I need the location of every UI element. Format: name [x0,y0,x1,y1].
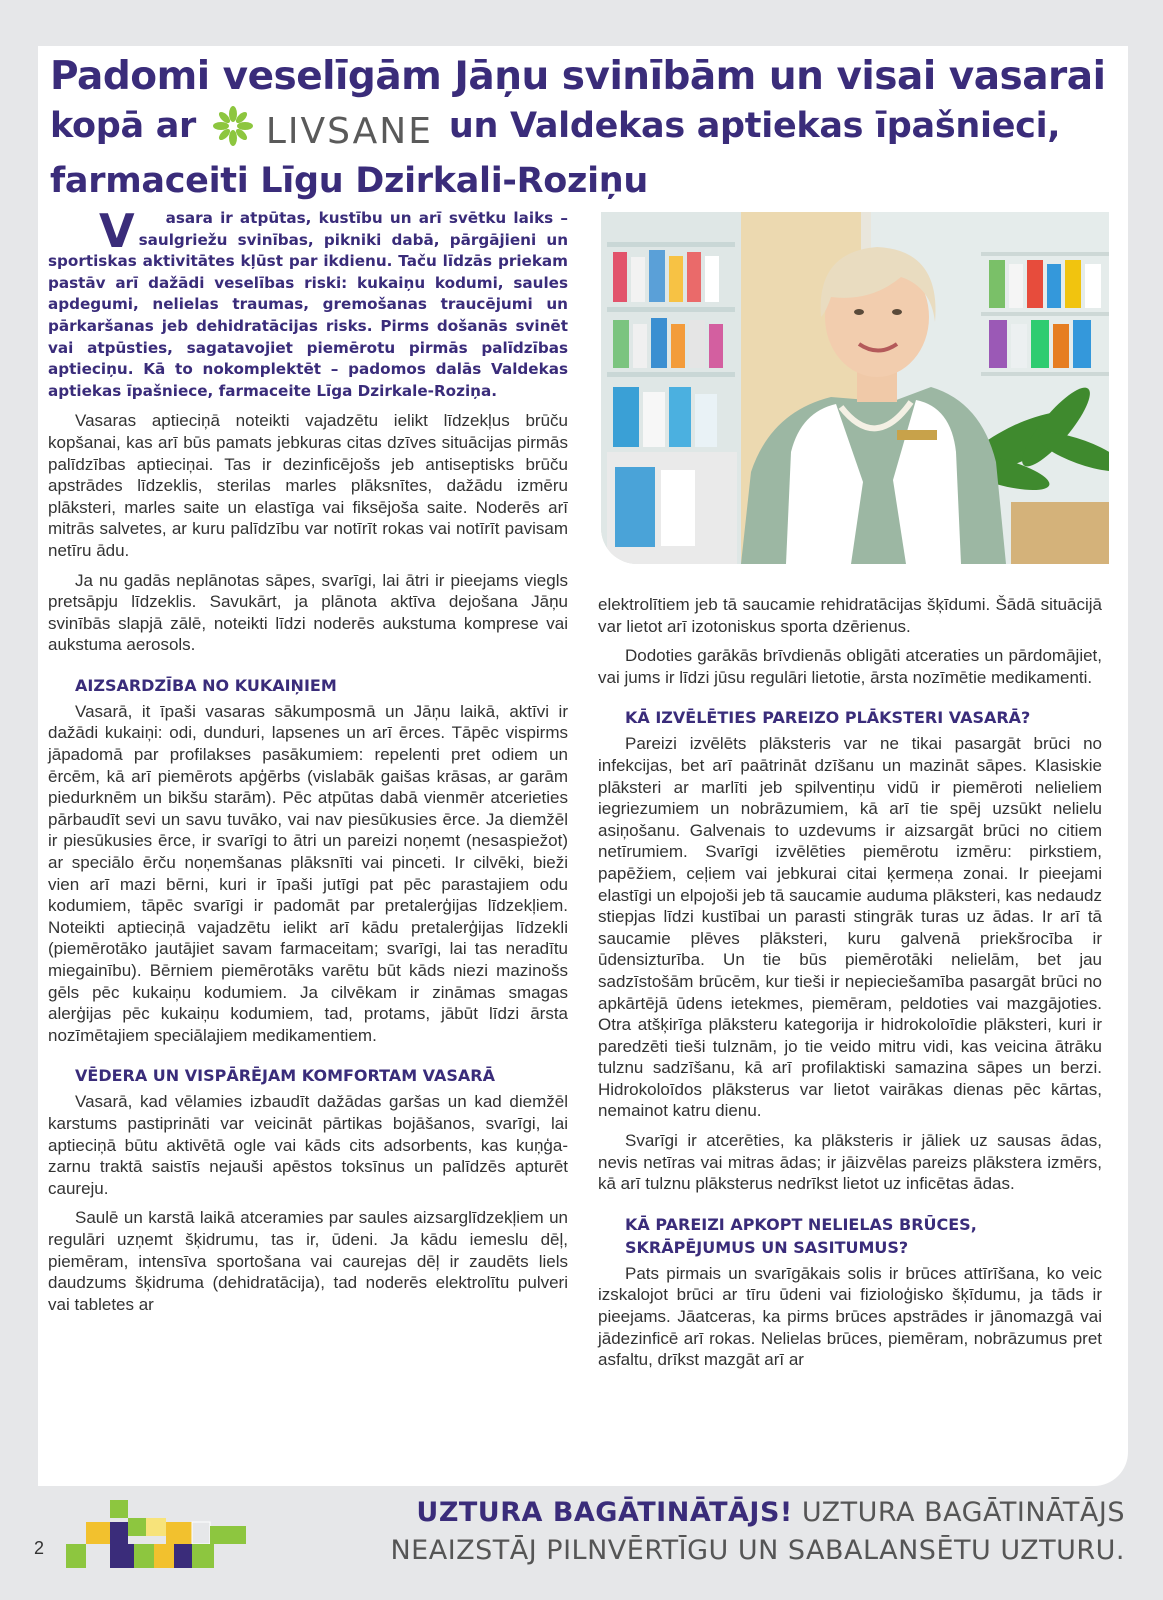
livsane-flower-icon [212,105,254,147]
drop-cap: V [99,204,135,258]
disclaimer-line-2: NEAIZSTĀJ PILNVĒRTĪGU UN SABALANSĒTU UZTURU. [390,1535,1125,1566]
pharmacist-photo-illustration [601,212,1109,564]
lead-paragraph [48,204,568,402]
section-heading: VĒDERA UN VISPĀRĒJAM KOMFORTAM VASARĀ [75,1066,495,1086]
page-number: 2 [34,1538,45,1558]
paragraph: Ja nu gadās neplānotas sāpes, svarīgi, lai ātri ir pieejams viegls pretsāpju līdzeklis. Savukārt, ja plānota aktīva dejošana Jāņu svinībās slapjā zālē, noteikti līdzi noderēs aukstuma komprese vai aukstuma aerosols. [48,570,568,655]
article-title [50,52,1120,206]
paragraph: Saulē un karstā laikā atceramies par saules aizsarglīdzekļiem un regulāri uzņemt šķidrumu, tas ir, ūdeni. Ja kādu iemeslu dēļ, piemēram, intensīva sportošana vai caurejas dēļ ir zaudēts liels daudzums šķidruma (dehidratācija), tad noderēs elektrolītu pulveri vai tabletes ar [48,1208,568,1314]
paragraph: Pats pirmais un svarīgākais solis ir brūces attīrīšana, ko veic izskalojot brūci ar tīru ūdeni vai fizioloģisko šķīdumu, ja tāds ir pieejams. Jāatceras, ka pirms brūces apstrādes ir jānomazgā vai jādezinficē arī rokas. Nelielas brūces, piemēram, nobrāzumus pret asfaltu, drīkst mazgāt arī ar [598,1263,1102,1370]
disclaimer-rest: UZTURA BAGĀTINĀTĀJS [792,1497,1125,1528]
title-line-1: Padomi veselīgām Jāņu svinībām un visai vasarai [50,54,1106,99]
section-heading: KĀ IZVĒLĒTIES PAREIZO PLĀKSTERI VASARĀ? [625,708,1031,728]
paragraph: Vasaras aptieciņā noteikti vajadzētu ielikt līdzekļus brūču kopšanai, kas arī būs pamats jebkuras citas dzīves situācijas pirmās palīdzības aptieciņai. Tas ir dezinficējošs jeb antiseptisks brūču apstrādes līdzeklis, sterilas marles plāksnītes, dažādu izmēru plāksteri, marles saite un elastīga vai fiksējoša saite. Noderēs arī mitrās salvetes, ar kuru palīdzību var notīrīt rokas vai notīrīt pavisam netīru ādu. [48,411,568,560]
left-column [48,204,568,1323]
lead-text: asara ir atpūtas, kustību un arī svētku laiks – saulgriežu svinības, pikniki dabā, pārgājieni un sportiskas aktivitātes kļūst par ikdienu. Taču līdzās priekam pastāv arī dažādi veselības riski: kukaiņu kodumi, saules apdegumi, nelielas traumas, gremošanas traucējumi un pārkaršanas jeb dehidratācijas risks. Pirms došanās svinēt vai atpūsties, sagatavojiet piemērotu pirmās palīdzības aptieciņu. Kā to nokomplektēt – padomos dalās Valdekas aptiekas īpašniece, farmaceite Līga Dzirkale-Roziņa. [48,209,568,400]
paragraph: Vasarā, kad vēlamies izbaudīt dažādas garšas un kad diemžēl karstums pastiprināti var veicināt pārtikas bojāšanos, svarīgi, lai aptieciņā būtu aktivētā ogle vai kāds cits adsorbents, kas kuņģa-zarnu traktā saistīs nejauši apēstos toksīnus un palīdzēs apturēt caureju. [48,1092,568,1198]
paragraph-continued: elektrolītiem jeb tā saucamie rehidratācijas šķīdumi. Šādā situācijā var lietot arī izotoniskus sporta dzērienus. [598,595,1102,636]
supplement-disclaimer [390,1494,1125,1570]
paragraph: Dodoties garākās brīvdienās obligāti atceraties un pārdomājiet, vai jums ir līdzi jūsu regulāri lietotie, ārsta nozīmētie medikamenti. [598,646,1102,687]
title-line-3: farmaceiti Līgu Dzirkali-Roziņu [50,161,649,201]
paragraph: Svarīgi ir atcerēties, ka plāksteris ir jāliek uz sausas ādas, nevis netīras vai mitras ādas; ir jāizvēlas pareizs plākstera izmērs, kā arī tulznu plāksterus nedrīkst lietot uz inficētas ādas. [598,1131,1102,1194]
footer-pixel-logo [66,1500,256,1573]
title-line-2 [50,102,1120,157]
title-suffix: un Valdekas aptiekas īpašnieci, [448,106,1061,146]
disclaimer-line-1 [390,1494,1125,1532]
pharmacist-photo [601,212,1109,564]
paragraph: Pareizi izvēlēts plāksteris var ne tikai pasargāt brūci no infekcijas, bet arī paātrināt dzīšanu un mazināt sāpes. Klasiskie plāksteri ar marlīti jeb spilventiņu vidū ir piemēroti nelieliem iegriezumiem un nobrāzumiem, kā arī tie spēj uzsūkt nelielu asiņošanu. Galvenais to uzdevums ir aizsargāt brūci no citiem netīrumiem. Svarīgi izvēlēties piemērotu izmēru: pirkstiem, papēžiem, ceļiem vai jebkurai citai ķermeņa zonai. Ir pieejami elastīgi un elpojoši jeb tā saucamie auduma plāksteri, kas nedaudz stiepjas līdzi kustībai un parasti stingrāk turas uz ādas. Ir arī tā saucamie plēves plāksteri, kuru galvenā priekšrocība ir ūdensizturība. Un tie būs piemērotāki nelielām, bet jau sadzīstošām brūcēm, kur tieši ir nepieciešamība pasargāt brūci no apkārtējā ūdens ietekmes, piemēram, peldoties vai mazgājoties. Otra atšķirīga plāksteru kategorija ir hidrokoloīdie plāksteri, kuri ir paredzēti tieši tulznām, jo tie veido mitru vidi, kas veicina ātrāku tulznu sadzīšanu, kā arī profilaktiski samazina sāpes un berzi. Hidrokoloīdos plāksterus var lietot vairākas dienas pēc kārtas, nemainot katru dienu. [598,734,1102,1121]
section-heading: AIZSARDZĪBA NO KUKAIŅIEM [75,675,337,695]
page [38,46,1128,1486]
brand-name: LIVSANE [265,111,433,152]
disclaimer-bold: UZTURA BAGĀTINĀTĀJS! [416,1497,793,1528]
section-heading: KĀ PAREIZI APKOPT NELIELAS BRŪCES, SKRĀPĒJUMUS UN SASITUMUS? [625,1214,977,1257]
livsane-logo [212,105,433,157]
paragraph: Vasarā, it īpaši vasaras sākumposmā un Jāņu laikā, aktīvi ir dažādi kukaiņi: odi, dunduri, lapsenes un arī ērces. Tāpēc vispirms jāpadomā par profilakses pasākumiem: repelenti pret odiem un ērcēm, kā arī piemērots apģērbs (vislabāk gaišas krāsas, ar garām piedurknēm un bikšu starām). Pēc atpūtas dabā vienmēr atcerieties pārbaudīt sevi un savu tuvāko, vai nav piesūkusies ērce. Ja diemžēl ir piesūkusies ērce, ir svarīgi to ātri un pareizi noņemt (nesaspiežot) ar speciālo ērču noņemšanas plāksnīti vai pinceti. Ir cilvēki, bieži vien arī mazi bērni, kuri ir īpaši jutīgi pat pēc parastajiem odu kodumiem, tāpēc svarīgi ir padomāt par pretalerģijas līdzekļiem. Noteikti aptieciņā vajadzētu ielikt arī kādu pretalerģijas līdzekli (piemērotāko jautājiet savam farmaceitam; svarīgi, lai tas neradītu miegainību). Bērniem piemērotāks varētu būt kāds niezi mazinošs gēls pēc kukaiņu kodumiem. Ja cilvēkam ir zināmas smagas alerģijas pēc kukaiņu kodumiem, tad, protams, jābūt līdzi ārsta nozīmētajiem speciālajiem medikamentiem. [48,701,568,1045]
title-prefix: kopā ar [50,106,197,146]
right-column [598,594,1102,1379]
